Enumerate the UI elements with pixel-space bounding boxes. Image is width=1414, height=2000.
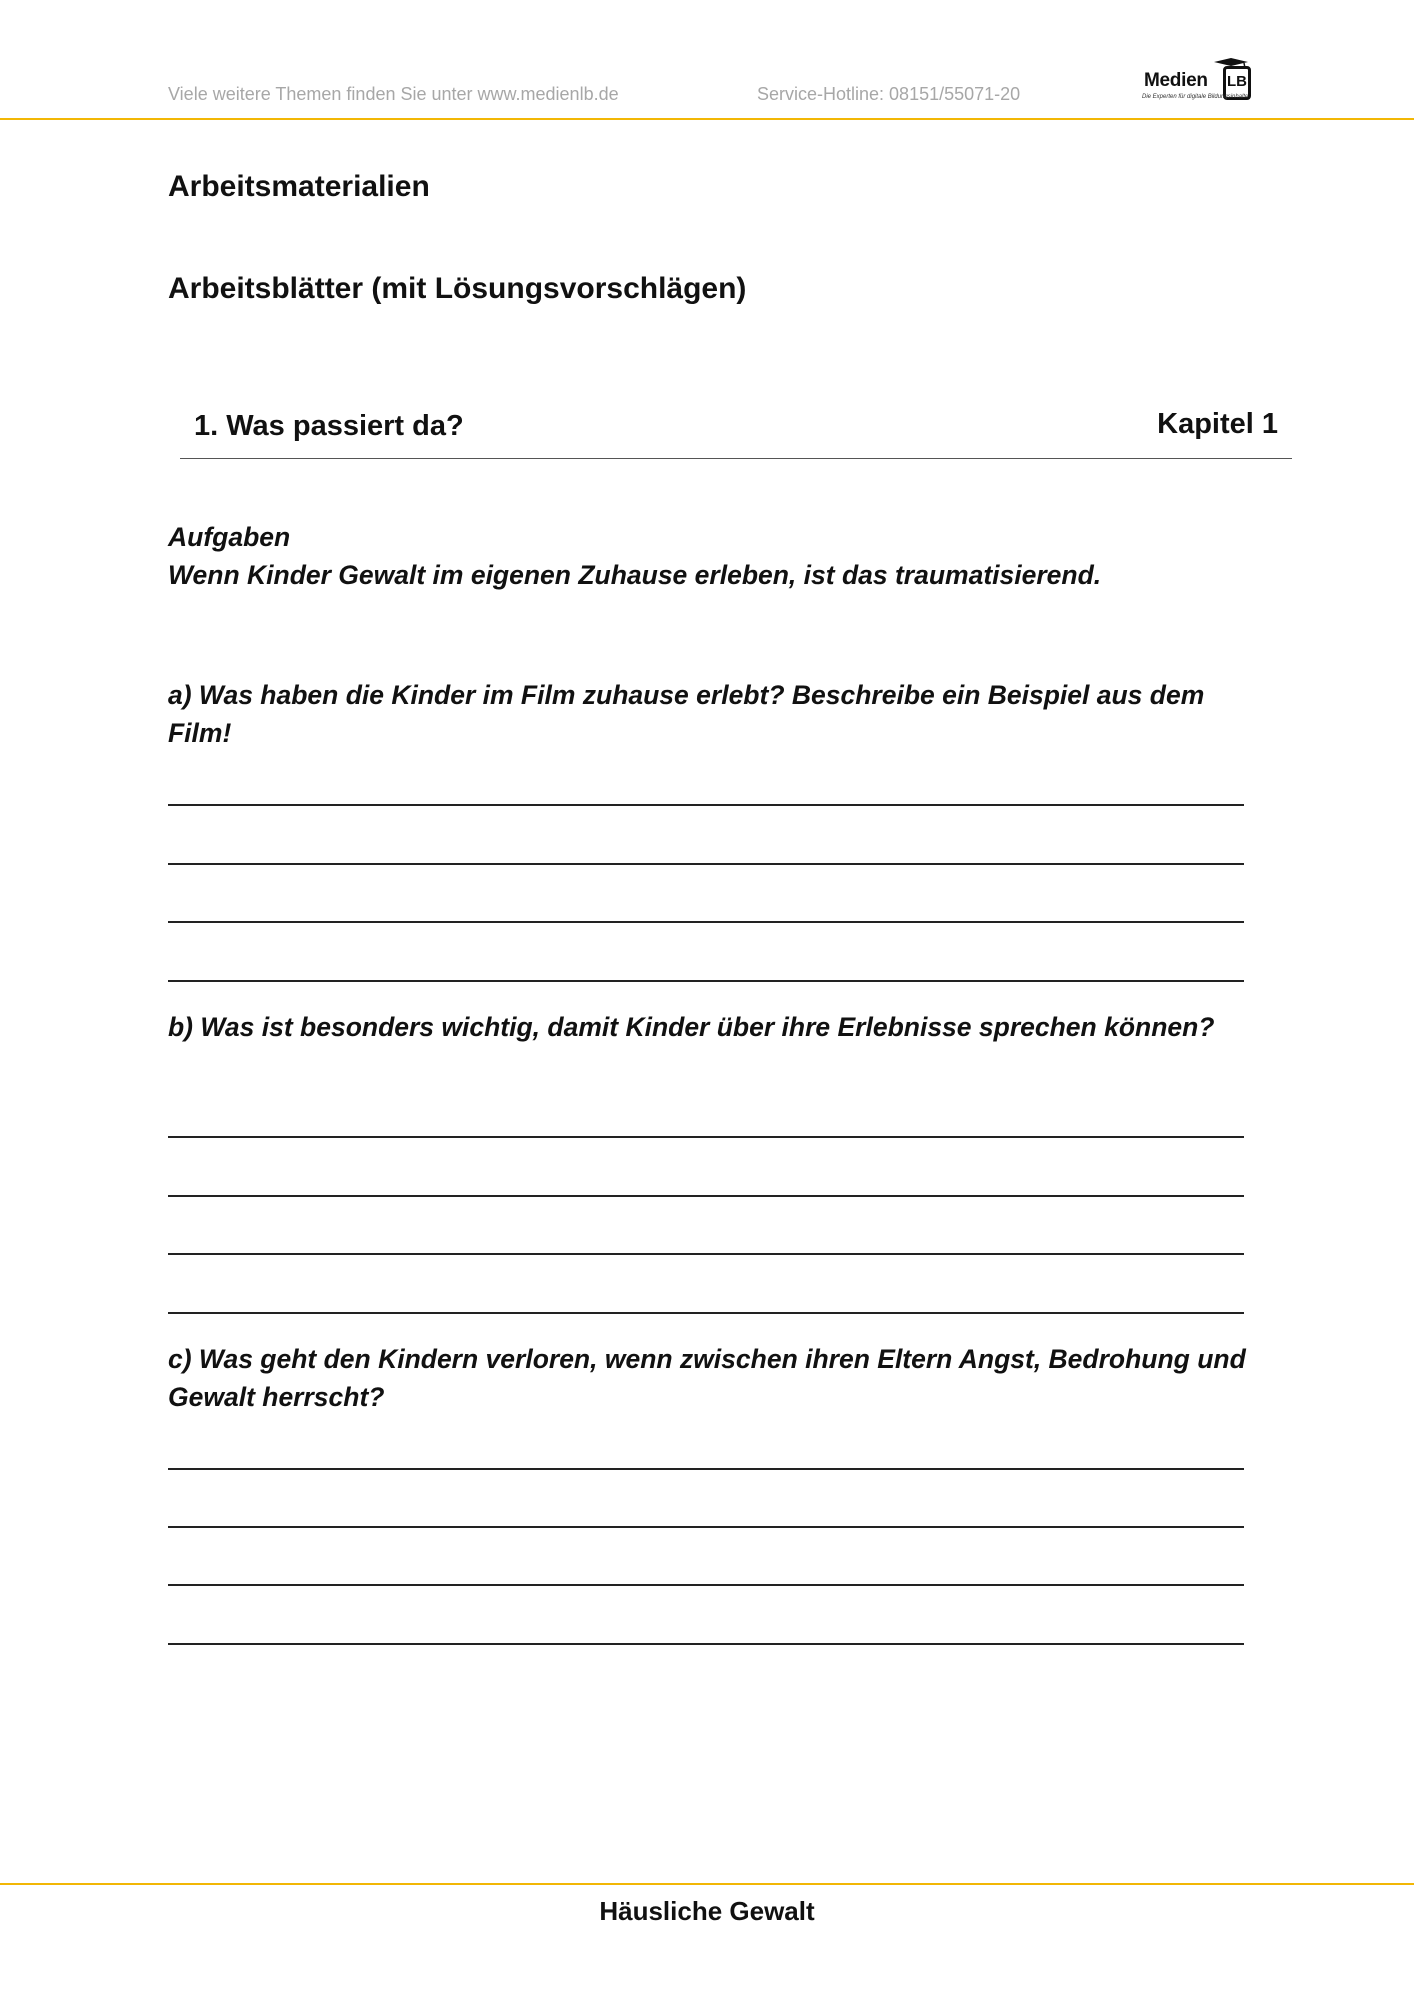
answer-line-b-4[interactable] xyxy=(168,1312,1244,1314)
medienlb-logo xyxy=(1140,56,1250,106)
question-a: a) Was haben die Kinder im Film zuhause erlebt? Beschreibe ein Beispiel aus dem Film! xyxy=(168,680,1205,748)
footer-title: Häusliche Gewalt xyxy=(599,1896,815,1926)
question-b: b) Was ist besonders wichtig, damit Kinder über ihre Erlebnisse sprechen können? xyxy=(168,1012,1215,1042)
answer-line-b-3[interactable] xyxy=(168,1253,1244,1255)
chapter-title: 1. Was passiert da? xyxy=(194,410,464,442)
answer-line-a-3[interactable] xyxy=(168,921,1244,923)
answer-line-b-1[interactable] xyxy=(168,1136,1244,1138)
chapter-label: Kapitel 1 xyxy=(1157,408,1278,440)
answer-line-c-4[interactable] xyxy=(168,1643,1244,1645)
answer-line-a-4[interactable] xyxy=(168,980,1244,982)
tasks-label: Aufgaben xyxy=(168,522,291,552)
header-website-text: Viele weitere Themen finden Sie unter www.medienlb.de xyxy=(168,84,619,104)
answer-line-c-1[interactable] xyxy=(168,1468,1244,1470)
answer-line-c-2[interactable] xyxy=(168,1526,1244,1528)
logo-wordmark: Medien xyxy=(1144,70,1208,91)
header-hotline-text: Service-Hotline: 08151/55071-20 xyxy=(757,84,1021,104)
logo-badge: LB xyxy=(1223,66,1251,100)
header-divider xyxy=(0,118,1414,120)
answer-line-b-2[interactable] xyxy=(168,1195,1244,1197)
footer-divider xyxy=(0,1883,1414,1885)
answer-line-a-1[interactable] xyxy=(168,804,1244,806)
page-subtitle: Arbeitsblätter (mit Lösungsvorschlägen) xyxy=(168,272,747,305)
logo-tagline: Die Experten für digitale Bildungsinhalte xyxy=(1142,94,1249,100)
tasks-intro-text: Wenn Kinder Gewalt im eigenen Zuhause erleben, ist das traumatisierend. xyxy=(168,560,1102,590)
answer-line-c-3[interactable] xyxy=(168,1584,1244,1586)
answer-line-a-2[interactable] xyxy=(168,863,1244,865)
chapter-divider xyxy=(180,458,1292,459)
page-title: Arbeitsmaterialien xyxy=(168,170,430,203)
question-c: c) Was geht den Kindern verloren, wenn zwischen ihren Eltern Angst, Bedrohung und Gewalt herrscht? xyxy=(168,1344,1246,1412)
